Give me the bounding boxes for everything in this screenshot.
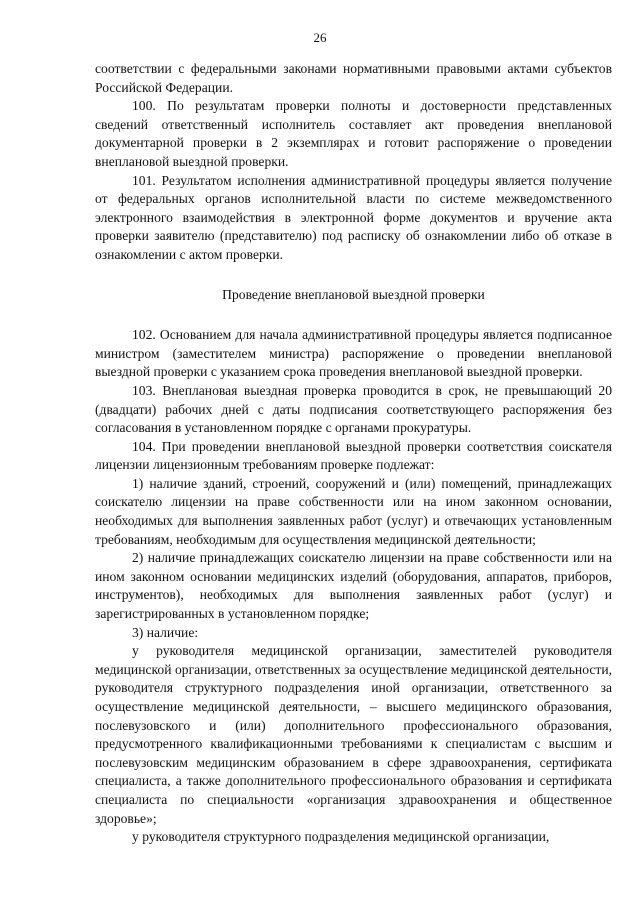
list-item-3-subitem: у руководителя медицинской организации, заместителей руководителя медицинской организации, ответственных за осуществление медицинской деятельности, руководителя структурного подразделения иной организации, ответственного за осуществление медицинской деятельности, – высшего медицинского образования, послевузовского и (или) дополнительного профессионального образования, предусмотренного квалификационными требованиями к специалистам с высшим и послевузовским медицинским образованием в сфере здравоохранения, сертификата специалиста, а также дополнительного профессионального образования и сертификата специалиста по специальности «организация здравоохранения и общественное здоровье»; — [95, 643, 612, 826]
list-item-3-subitem: у руководителя структурного подразделения медицинской организации, — [132, 829, 550, 845]
paragraph-continuation: соответствии с федеральными законами нормативными правовыми актами субъектов Российской Федерации. — [95, 61, 612, 95]
page-number: 26 — [313, 30, 327, 45]
paragraph-102: 102. Основанием для начала административной процедуры является подписанное министром (заместителем министра) распоряжение о проведении внеплановой выездной проверки с указанием срока проведения внеплановой выездной проверки. — [95, 327, 612, 380]
list-item-1: 1) наличие зданий, строений, сооружений и (или) помещений, принадлежащих соискателю лицензии на праве собственности или на ином законном основании, необходимых для выполнения заявленных работ (услуг) и отвечающих установленным требованиям, необходимым для осуществления медицинской деятельности; — [95, 475, 612, 547]
list-item-3: 3) наличие: — [132, 624, 199, 640]
list-item-2: 2) наличие принадлежащих соискателю лицензии на праве собственности или на ином законном основании медицинских изделий (оборудования, аппаратов, приборов, инструментов), необходимых для выполнения заявленных работ (услуг) и зарегистрированных в установленном порядке; — [95, 550, 612, 622]
paragraph-103: 103. Внеплановая выездная проверка проводится в срок, не превышающий 20 (двадцати) рабочих дней с даты подписания соответствующего распоряжения без согласования в установленном порядке с органами прокуратуры. — [95, 382, 612, 436]
paragraph-100: 100. По результатам проверки полноты и достоверности представленных сведений ответственный исполнитель составляет акт проведения внеплановой документарной проверки в 2 экземплярах и готовит распоряжение о проведении внеплановой выездной проверки. — [95, 98, 612, 169]
paragraph-101: 101. Результатом исполнения административной процедуры является получение от федеральных органов исполнительной власти по системе межведомственного электронного взаимодействия в электронной форме документов и вручение акта проверки заявителю (представителю) под расписку об ознакомлении либо об отказе в ознакомлении с актом проверки. — [95, 172, 612, 262]
section-heading: Проведение внеплановой выездной проверки — [222, 286, 485, 302]
paragraph-104: 104. При проведении внеплановой выездной проверки соответствия соискателя лицензии лицензионным требованиям проверке подлежат: — [95, 438, 612, 473]
document-body — [95, 60, 612, 847]
